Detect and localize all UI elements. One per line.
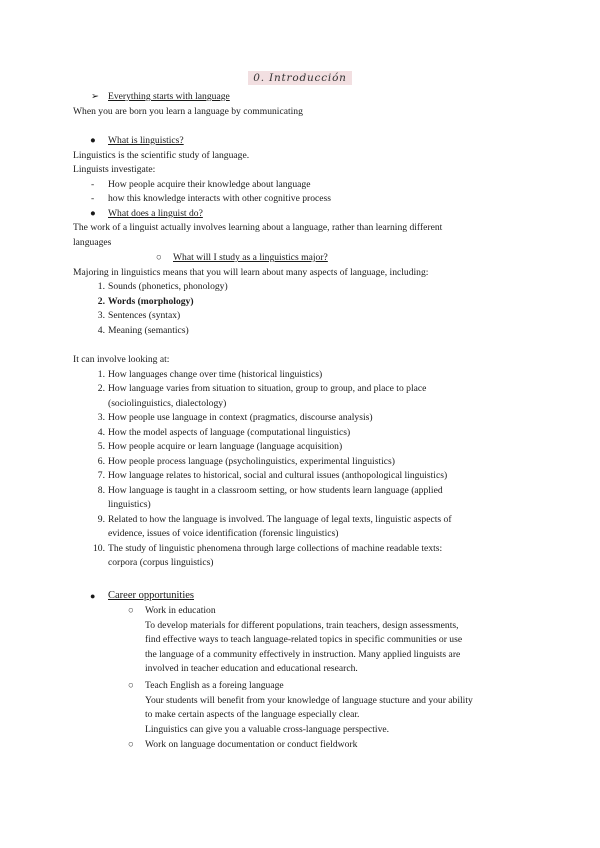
involve-intro: It can involve looking at: [73,354,170,365]
career-heading: Career opportunities [108,590,195,601]
career-section [73,589,533,604]
arrow-bullet-icon: ➢ [91,91,100,102]
list-item: 6. How people process language (psycholinguistics, experimental linguistics) [97,455,395,467]
bullet-icon: ● [90,591,96,601]
list-item: 7. How language relates to historical, social and cultural issues (anthopological linguistics) [97,470,448,481]
list-item: 4. How the model aspects of language (computational linguistics) [97,426,351,438]
circle-bullet-icon: ○ [128,739,134,750]
what-is-section [73,134,533,250]
circle-bullet-icon: ○ [156,252,162,263]
circle-bullet-icon: ○ [128,605,134,616]
list-item: - How people acquire their knowledge about language [91,178,311,190]
career-item-fieldwork: ○ Work on language documentation or conduct fieldwork [145,738,530,753]
career-item-teach: ○ Teach English as a foreing language Your students will benefit from your knowledge of language stucture and your ability to make certain aspects of the language especially clear. Linguistics can give you a valuable cross-language perspective. [128,680,473,735]
list-item: 1. Sounds (phonetics, phonology) [97,281,228,292]
list-item: 1. How languages change over time (historical linguistics) [97,368,323,380]
investigate-label: Linguists investigate: [73,164,156,175]
list-item: 4. Meaning (semantics) [97,324,189,336]
list-item: 8. How language is taught in a classroom setting, or how students learn language (applied linguistics) [97,484,443,510]
intro-section [73,90,533,119]
study-intro: Majoring in linguistics means that you will learn about many aspects of language, including: [73,266,429,278]
study-heading: What will I study as a linguistics major? [173,252,328,263]
bullet-icon: ● [90,207,96,219]
title-banner [0,71,600,87]
list-item: 3. How people use language in context (pragmatics, discourse analysis) [97,412,373,423]
intro-heading: Everything starts with language [108,91,230,102]
what-does-text: The work of a linguist actually involves learning about a language, rather than learning different [73,222,443,233]
what-is-heading: What is linguistics? [108,135,184,146]
what-does-text-cont: languages [73,236,112,248]
study-section [73,251,533,338]
list-item: - how this knowledge interacts with other cognitive process [91,193,332,204]
what-does-heading: What does a linguist do? [108,207,203,219]
list-item: 2. How language varies from situation to situation, group to group, and place to place (sociolinguistics, dialectology) [97,383,427,409]
bullet-icon: ● [90,135,96,146]
list-item: 9. Related to how the language is involved. The language of legal texts, linguistic aspects of evidence, issues of voice identification (forensic linguistics) [97,513,452,539]
list-item: 3. Sentences (syntax) [97,310,181,321]
intro-text: When you are born you learn a language by communicating [73,105,303,117]
list-item: 10. The study of linguistic phenomena through large collections of machine readable texts: corpora (corpus linguistics) [93,542,443,568]
list-item: 2. Words (morphology) [97,295,194,307]
what-is-definition: Linguistics is the scientific study of language. [73,149,250,161]
page-title: 0. Introducción [248,71,352,85]
list-item: 5. How people acquire or learn language (language acquisition) [97,441,343,452]
involve-section [73,353,533,571]
career-item-education: ○ Work in education To develop materials for different populations, train teachers, design assessments, find effective ways to teach language-related topics in specific communities or use the language of a community effectively in instruction. Many applied linguists are involved in teacher education and educational research. [128,605,463,674]
circle-bullet-icon: ○ [128,680,134,691]
